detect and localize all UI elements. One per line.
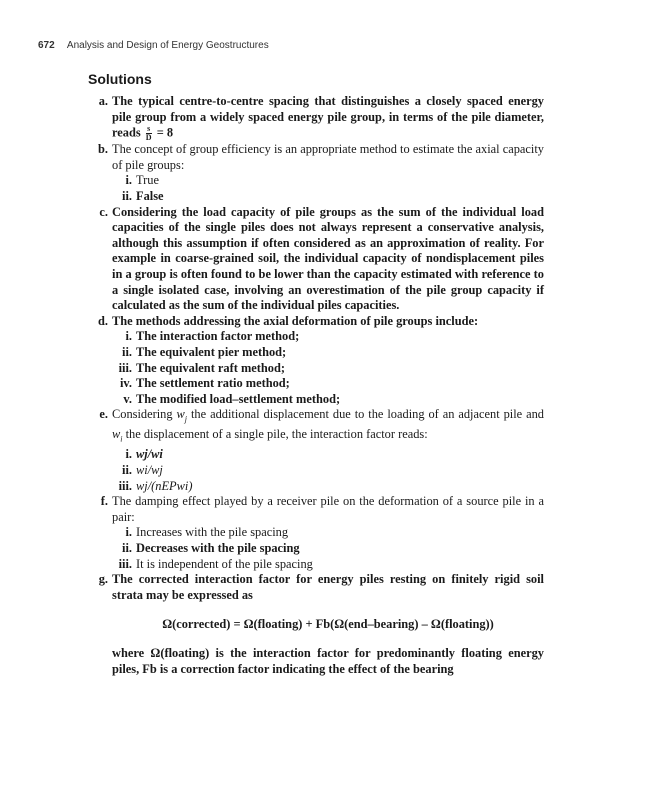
option-formula: wi/wj [136, 463, 163, 477]
option-label: ii. [122, 540, 132, 555]
option-label: i. [125, 329, 132, 344]
option-label: ii. [122, 344, 132, 359]
item-label: e. [99, 407, 108, 422]
option-text: Decreases with the pile spacing [136, 540, 300, 555]
option-label: ii. [122, 463, 132, 477]
option-label: i. [125, 173, 132, 188]
solution-e-text-3: the displacement of a single pile, the interaction factor reads: [125, 427, 428, 442]
solution-e [88, 407, 544, 447]
option-text: True [136, 173, 159, 188]
option-label: i. [125, 447, 132, 462]
option-text: The interaction factor method; [136, 329, 300, 344]
solution-g [88, 572, 544, 603]
option-text: The modified load–settlement method; [136, 391, 341, 406]
option-text: The equivalent pier method; [136, 344, 287, 359]
variable-w: w [112, 427, 121, 442]
option-label: i. [125, 525, 132, 540]
option [88, 173, 544, 189]
item-label: b. [98, 142, 108, 157]
solution-f-text: The damping effect played by a receiver pile on the deformation of a source pile in a pair: [112, 494, 544, 524]
option [88, 557, 544, 573]
option-text: The settlement ratio method; [136, 376, 290, 391]
subscript-j: j [184, 414, 188, 424]
option-text: The equivalent raft method; [136, 360, 286, 375]
option-correct [88, 392, 544, 408]
subscript-i: i [120, 434, 123, 444]
item-label: f. [100, 494, 108, 509]
item-label: c. [99, 204, 108, 219]
running-header [38, 40, 269, 51]
fraction-denominator: D [145, 133, 152, 143]
fraction-numerator: s [147, 124, 151, 134]
item-label: g. [98, 572, 108, 587]
option [88, 525, 544, 541]
solutions-list [88, 94, 544, 677]
variable-w: w [176, 407, 185, 422]
option-correct [88, 345, 544, 361]
spacing-ratio-fraction [146, 125, 152, 142]
option-correct [88, 447, 544, 463]
option-correct [88, 189, 544, 205]
option-correct [88, 541, 544, 557]
solution-d [88, 314, 544, 330]
option-label: v. [123, 391, 132, 406]
solution-g-continuation: where Ω(floating) is the interaction factor for predominantly floating energy piles, Fb is a correction factor indicating the effect of the bearing [112, 645, 544, 676]
option-label: ii. [122, 188, 132, 203]
option [88, 479, 544, 495]
option-label: iii. [118, 478, 132, 493]
option-text: Increases with the pile spacing [136, 525, 289, 540]
interaction-factor-formula: Ω(corrected) = Ω(floating) + Fb(Ω(end–bearing) – Ω(floating)) [162, 617, 494, 632]
option-text: It is independent of the pile spacing [136, 556, 313, 571]
solution-b-text: The concept of group efficiency is an appropriate method to estimate the axial capacity of pile groups: [112, 142, 544, 172]
option-formula: wj/(nEPwi) [136, 478, 193, 493]
solution-b [88, 142, 544, 173]
running-title: Analysis and Design of Energy Geostructures [66, 40, 269, 51]
page-number: 672 [38, 40, 55, 51]
solution-e-text-1: Considering [112, 407, 173, 422]
option-label: iii. [118, 360, 132, 375]
solution-e-text-2: the additional displacement due to the loading of an adjacent pile and [190, 407, 544, 422]
solution-c [88, 205, 544, 314]
section-title: Solutions [88, 71, 152, 87]
item-label: d. [98, 313, 108, 328]
option [88, 463, 544, 479]
solution-g-text: The corrected interaction factor for energy piles resting on finitely rigid soil strata may be expressed as [112, 572, 544, 602]
item-label: a. [98, 94, 108, 108]
solution-a [88, 94, 544, 142]
option-correct [88, 376, 544, 392]
solution-a-tail: = 8 [156, 125, 174, 140]
solution-c-text: Considering the load capacity of pile groups as the sum of the individual load capacities of the single piles does not always represent a conservative analysis, although this assumption if often considered as an approximation of reality. For example in coarse-grained soil, the individual capacity of nondisplacement piles in a group is often found to be lower than the capacity estimated with reference to a single isolated case, involving an overestimation of the pile group capacity if calculated as the sum of the individual piles capacities. [112, 204, 544, 313]
option-correct [88, 361, 544, 377]
option-label: iv. [119, 376, 132, 391]
option-formula: wj/wi [136, 447, 163, 462]
option-correct [88, 329, 544, 345]
option-label: iii. [118, 556, 132, 571]
solution-f [88, 494, 544, 525]
option-text: False [136, 188, 164, 203]
solution-a-text: The typical centre-to-centre spacing that distinguishes a closely spaced energy pile group from a widely spaced energy pile group, in terms of the pile diameter, reads [112, 94, 544, 140]
solution-d-text: The methods addressing the axial deformation of pile groups include: [112, 313, 479, 328]
